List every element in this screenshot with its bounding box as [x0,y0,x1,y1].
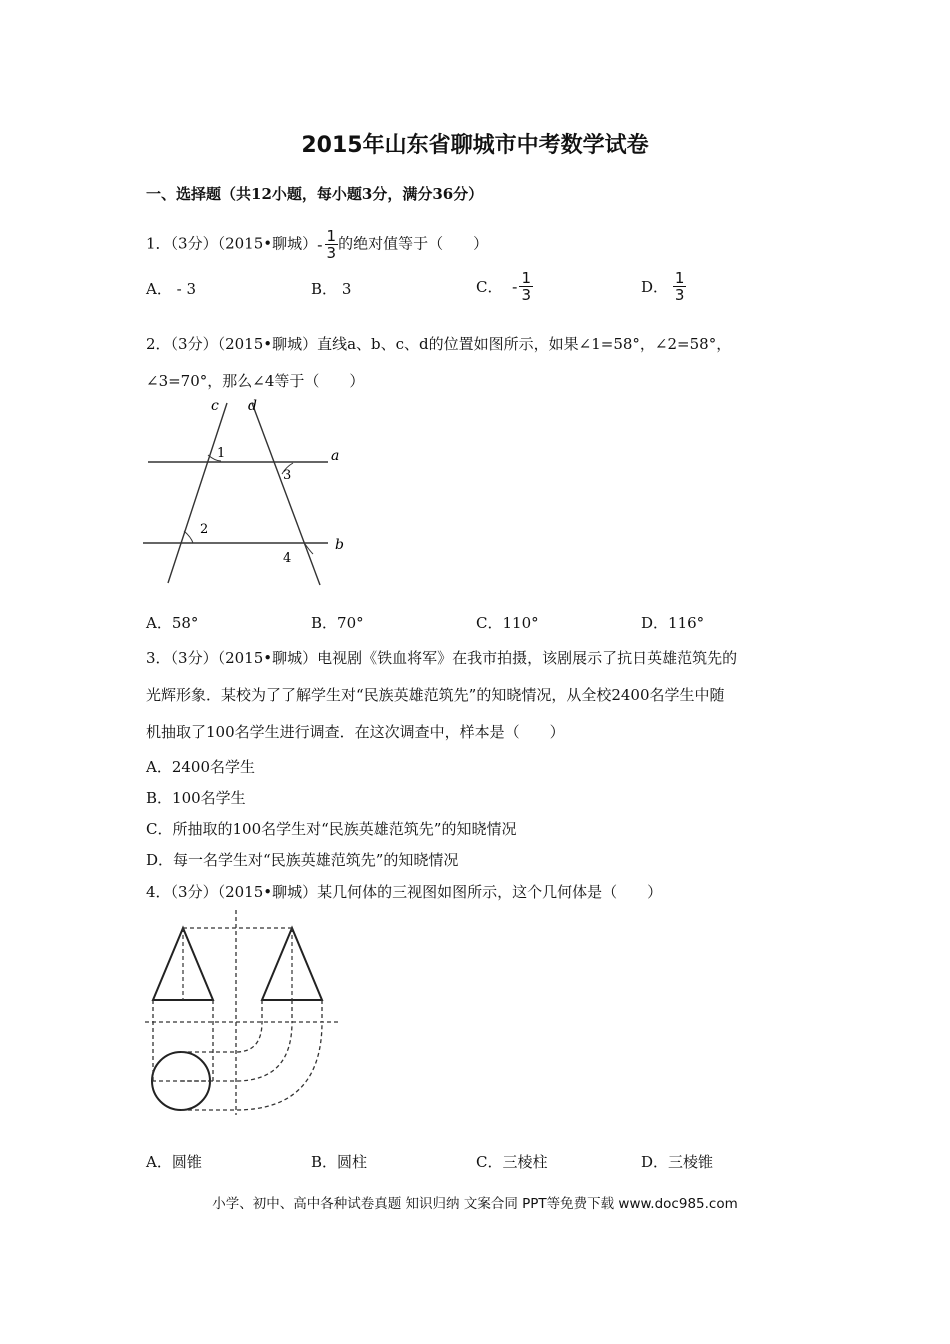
q4-option-b: B．圆柱 [311,1153,368,1171]
q1-option-c [476,270,533,303]
label-c: c [211,398,219,414]
option-value: 3 [341,280,352,298]
label-b: b [335,537,344,553]
line-c [168,403,227,583]
option-fraction [519,270,533,303]
option-minus: - [512,277,518,296]
option-label: B． [311,280,338,298]
option-label: A． [146,280,172,298]
lines-figure [135,395,360,590]
q2-option-a: A．58° [146,614,199,632]
label-angle-2: 2 [200,522,209,537]
question-3-line-1: 3．（3分）（2015•聊城）电视剧《铁血将军》在我市拍摄，该剧展示了抗日英雄范筑先的 [146,649,738,667]
page-title: 2015年山东省聊城市中考数学试卷 [301,133,649,158]
label-angle-4: 4 [283,551,292,566]
q3-option-c: C．所抽取的100名学生对“民族英雄范筑先”的知晓情况 [146,820,517,838]
fraction-denominator: 3 [326,244,337,262]
q1-option-d [641,270,686,303]
option-value: - 3 [176,280,197,298]
fraction-denominator: 3 [674,286,685,304]
q4-option-a: A．圆锥 [146,1153,202,1171]
section-heading: 一、选择题（共12小题，每小题3分，满分36分） [146,185,484,203]
projection-lines [145,910,340,1115]
fraction-denominator: 3 [521,286,531,304]
question-1-minus: - [317,235,323,254]
fraction-numerator: 1 [674,269,685,287]
question-2-line-1: 2．（3分）（2015•聊城）直线a、b、c、d的位置如图所示，如果∠1=58°，∠2=58°， [146,335,732,353]
question-4-line-1: 4．（3分）（2015•聊城）某几何体的三视图如图所示，这个几何体是（ ） [146,883,663,901]
option-label: C． [476,278,503,296]
angle-2-arc [184,531,193,543]
question-2-line-2: ∠3=70°，那么∠4等于（ ） [146,372,365,390]
question-1-fraction [325,228,339,261]
question-1-prefix: 1．（3分）（2015•聊城） [146,234,318,253]
question-1 [146,228,488,261]
q2-option-c: C．110° [476,614,539,632]
label-angle-1: 1 [217,446,226,461]
question-1-suffix: 的绝对值等于（ ） [338,234,489,253]
q3-option-b: B．100名学生 [146,789,246,807]
label-a: a [331,448,340,464]
three-view-figure [140,910,345,1120]
q4-option-c: C．三棱柱 [476,1153,548,1171]
fraction-numerator: 1 [326,227,337,245]
q3-option-a: A．2400名学生 [146,758,256,776]
q4-option-d: D．三棱锥 [641,1153,714,1171]
q2-option-d: D．116° [641,614,705,632]
option-fraction [673,270,687,303]
q2-option-b: B．70° [311,614,364,632]
q1-option-a [146,278,196,299]
fraction-numerator: 1 [521,269,531,287]
q3-option-d: D．每一名学生对“民族英雄范筑先”的知晓情况 [146,851,459,869]
question-3-line-2: 光辉形象．某校为了了解学生对“民族英雄范筑先”的知晓情况，从全校2400名学生中随 [146,686,725,704]
option-label: D． [641,278,669,296]
question-3-line-3: 机抽取了100名学生进行调查．在这次调查中，样本是（ ） [146,723,565,741]
label-angle-3: 3 [283,468,292,483]
label-d: d [248,398,257,414]
q1-option-b [311,278,351,299]
page-footer: 小学、初中、高中各种试卷真题 知识归纳 文案合同 PPT等免费下载 www.doc985.com [212,1196,738,1212]
